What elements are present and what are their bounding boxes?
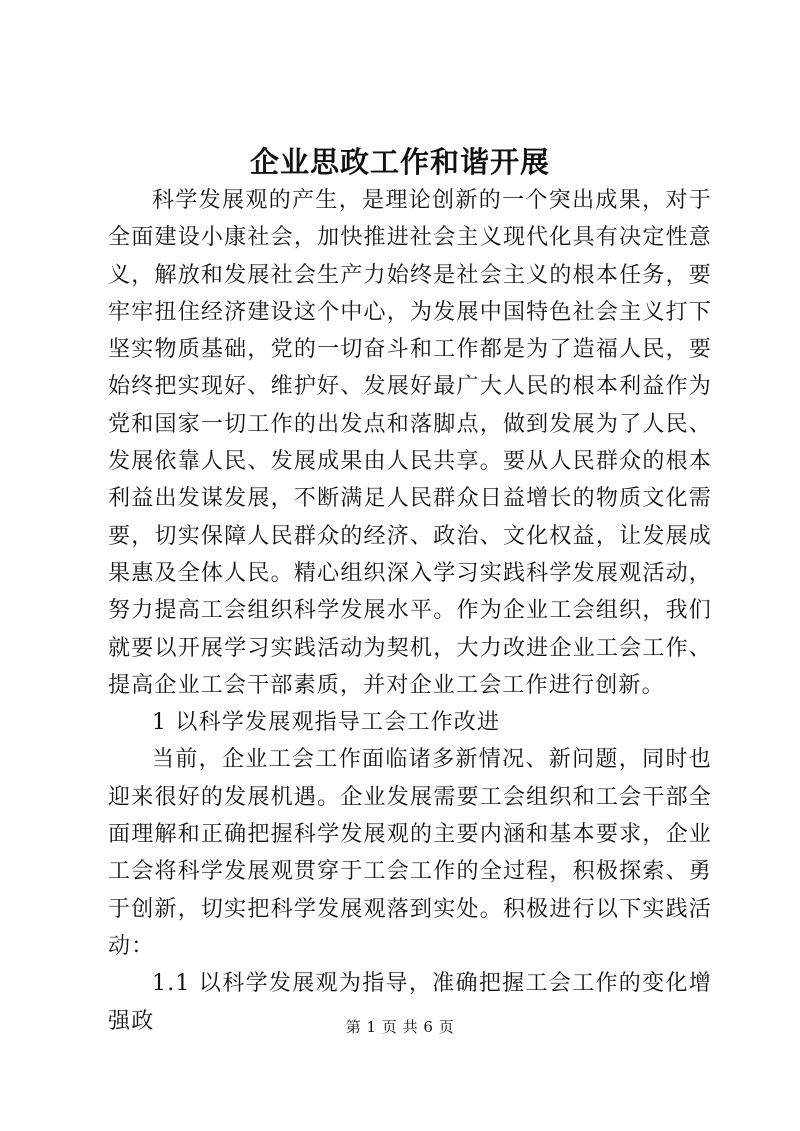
document-title: 企业思政工作和谐开展	[249, 145, 550, 179]
body-paragraph: 科学发展观的产生，是理论创新的一个突出成果，对于全面建设小康社会，加快推进社会主义现代化具有决定性意义，解放和发展社会生产力始终是社会主义的根本任务，要牢牢扭住经济建设这个中心，为发展中国特色社会主义打下坚实物质基础，党的一切奋斗和工作都是为了造福人民，要始终把实现好、维护好、发展好最广大人民的根本利益作为党和国家一切工作的出发点和落脚点，做到发展为了人民、发展依靠人民、发展成果由人民共享。要从人民群众的根本利益出发谋发展，不断满足人民群众日益增长的物质文化需要，切实保障人民群众的经济、政治、文化权益，让发展成果惠及全体人民。精心组织深入学习实践科学发展观活动，努力提高工会组织科学发展水平。作为企业工会组织，我们就要以开展学习实践活动为契机，大力改进企业工会工作、提高企业工会干部素质，并对企业工会工作进行创新。	[108, 188, 712, 698]
body-paragraph: 当前，企业工会工作面临诸多新情况、新问题，同时也迎来很好的发展机遇。企业发展需要工会组织和工会干部全面理解和正确把握科学发展观的主要内涵和基本要求，企业工会将科学发展观贯穿于工会工作的全过程，积极探索、勇于创新，切实把科学发展观落到实处。积极进行以下实践活动：	[108, 747, 712, 959]
subsection-paragraph: 1.1 以科学发展观为指导，准确把握工会工作的变化增强政	[108, 971, 712, 1034]
section-heading: 1 以科学发展观指导工会工作改进	[152, 710, 501, 736]
document-body	[108, 182, 712, 1040]
page-number-footer: 第 1 页 共 6 页	[345, 1018, 455, 1036]
